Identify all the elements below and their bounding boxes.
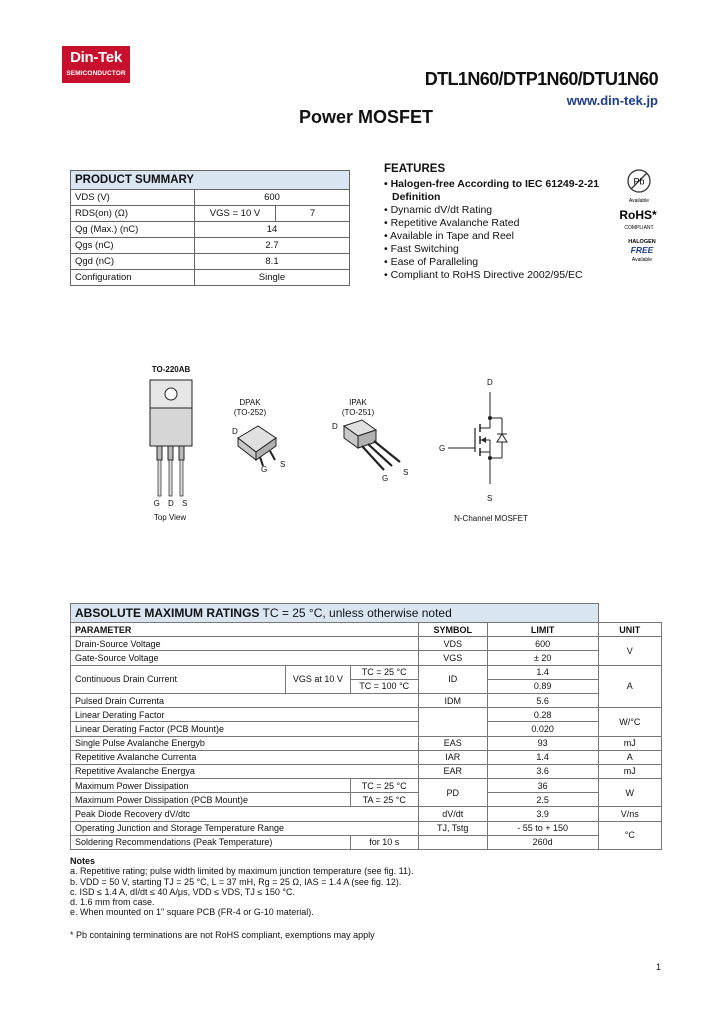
list-item: • Dynamic dV/dt Rating: [384, 204, 493, 216]
table-row: TC = 100 °C 0.89: [71, 679, 662, 693]
table-row: Soldering Recommendations (Peak Temperature) for 10 s 260d: [71, 835, 662, 849]
halogen-label: HALOGEN: [628, 239, 656, 245]
table-row: Linear Derating Factor (PCB Mount)e 0.020: [71, 722, 662, 736]
dpak-label: DPAK: [239, 398, 261, 407]
compliance-badges: [614, 160, 664, 270]
ipak-pin-d: D: [332, 422, 338, 431]
features-list: [384, 178, 599, 282]
n-channel-mosfet-symbol: [440, 388, 520, 500]
list-item-continuation: Definition: [392, 191, 441, 203]
part-numbers: DTL1N60/DTP1N60/DTU1N60: [424, 69, 658, 89]
dpak-pin-g: G: [261, 465, 268, 474]
note-c: c. ISD ≤ 1.4 A, dI/dt ≤ 40 A/μs, VDD ≤ VDS, TJ ≤ 150 °C.: [70, 886, 295, 897]
mosfet-pin-s: S: [487, 494, 493, 503]
product-summary-title: PRODUCT SUMMARY: [71, 171, 350, 190]
free-label: FREE: [630, 245, 654, 255]
dpak-pin-d: D: [232, 427, 238, 436]
note-d: d. 1.6 mm from case.: [70, 897, 155, 908]
table-row: Operating Junction and Storage Temperature Range TJ, Tstg - 55 to + 150 °C: [71, 821, 662, 835]
list-item: • Repetitive Avalanche Rated: [384, 217, 520, 229]
table-row: Gate-Source Voltage VGS ± 20: [71, 651, 662, 665]
to220-label: TO-220AB: [151, 365, 191, 374]
notes-title: Notes: [70, 856, 96, 866]
list-item: • Fast Switching: [384, 243, 459, 255]
table-row: Qg (Max.) (nC) 14: [71, 222, 350, 238]
table-row: RDS(on) (Ω) VGS = 10 V 7: [71, 206, 350, 222]
table-row: Continuous Drain Current VGS at 10 V TC = 25 °C ID 1.4 A: [71, 665, 662, 679]
mosfet-caption: N-Channel MOSFET: [454, 514, 528, 523]
ipak-pin-s: S: [403, 468, 409, 477]
to220-package-icon: [140, 378, 204, 508]
list-item: • Ease of Paralleling: [384, 256, 479, 268]
ipak-label: IPAK: [349, 398, 367, 407]
pb-note: * Pb containing terminations are not RoHS compliant, exemptions may apply: [70, 930, 375, 940]
available2-label: Available: [631, 257, 653, 263]
website-link[interactable]: www.din-tek.jp: [566, 93, 658, 108]
table-row: Pulsed Drain Currenta IDM 5.6: [71, 693, 662, 707]
list-item: • Halogen-free According to IEC 61249-2-21: [384, 178, 600, 190]
table-row: Repetitive Avalanche Currenta IAR 1.4 A: [71, 750, 662, 764]
table-row: Linear Derating Factor 0.28 W/°C: [71, 708, 662, 722]
to220-pins-label: G D S: [153, 499, 191, 508]
ipak-package-icon: [340, 418, 410, 478]
table-row: Single Pulse Avalanche Energyb EAS 93 mJ: [71, 736, 662, 750]
mosfet-pin-d: D: [487, 378, 493, 387]
dpak-pin-s: S: [280, 460, 286, 469]
table-row: Maximum Power Dissipation (PCB Mount)e TA = 25 °C 2.5: [71, 793, 662, 807]
table-row: Configuration Single: [71, 270, 350, 286]
table-row: Qgs (nC) 2.7: [71, 238, 350, 254]
available-label: Available: [628, 198, 650, 204]
table-row: VDS (V) 600: [71, 190, 350, 206]
ipak-code-label: (TO-251): [341, 408, 375, 417]
list-item: • Compliant to RoHS Directive 2002/95/EC: [384, 269, 583, 281]
note-a: a. Repetitive rating; pulse width limited by maximum junction temperature (see fig. 11).: [70, 866, 414, 877]
table-header-row: PARAMETER SYMBOL LIMIT UNIT: [71, 623, 662, 637]
ipak-pin-g: G: [382, 474, 389, 483]
table-row: Repetitive Avalanche Energya EAR 3.6 mJ: [71, 764, 662, 778]
mosfet-pin-g: G: [439, 444, 446, 453]
document-title: Power MOSFET: [298, 107, 433, 127]
top-view-label: Top View: [153, 513, 187, 522]
dpak-code-label: (TO-252): [233, 408, 267, 417]
table-row: Drain-Source Voltage VDS 600 V: [71, 637, 662, 651]
note-b: b. VDD = 50 V, starting TJ = 25 °C, L = 37 mH, Rg = 25 Ω, IAS = 1.4 A (see fig. 12).: [70, 876, 402, 887]
features-title: FEATURES: [384, 163, 446, 175]
company-logo: [62, 46, 130, 83]
list-item: • Available in Tape and Reel: [384, 230, 514, 242]
amr-title: ABSOLUTE MAXIMUM RATINGS TC = 25 °C, unless otherwise noted: [71, 604, 599, 623]
pb-label: Pb: [633, 176, 645, 187]
absolute-maximum-ratings-table: [70, 603, 662, 850]
page-number: 1: [656, 962, 662, 972]
notes-section: [70, 856, 414, 918]
table-row: Qgd (nC) 8.1: [71, 254, 350, 270]
product-summary-table: [70, 170, 350, 286]
table-row: Peak Diode Recovery dV/dtc dV/dt 3.9 V/ns: [71, 807, 662, 821]
table-row: Maximum Power Dissipation TC = 25 °C PD 36 W: [71, 779, 662, 793]
rohs-label: RoHS*: [619, 208, 657, 222]
logo-subtitle: SEMICONDUCTOR: [66, 70, 126, 77]
note-e: e. When mounted on 1" square PCB (FR-4 or G-10 material).: [70, 907, 314, 918]
logo-brand: Din-Tek: [70, 49, 122, 66]
compliant-label: COMPLIANT: [624, 225, 654, 231]
